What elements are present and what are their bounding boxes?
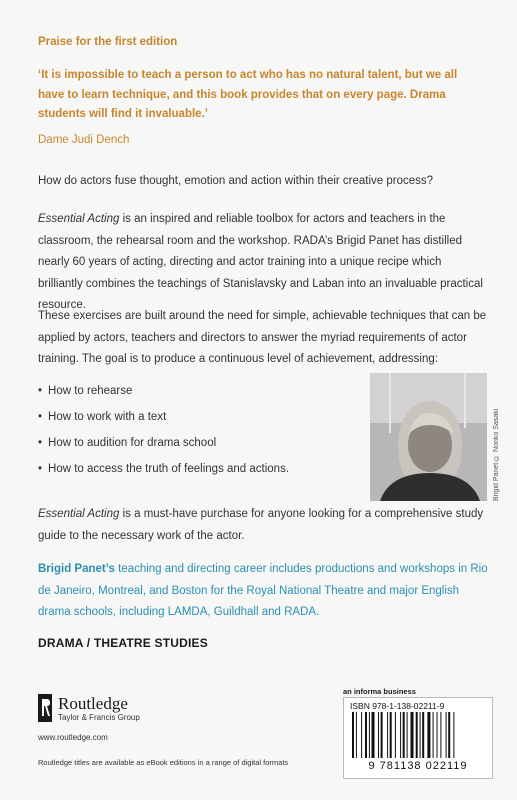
quote-author: Dame Judi Dench: [38, 134, 130, 146]
closing-paragraph: [38, 504, 488, 547]
bullet-item: • How to rehearse: [38, 378, 289, 404]
routledge-logo-icon: [38, 694, 52, 722]
publisher-group: Taylor & Francis Group: [58, 713, 140, 722]
author-bio: [38, 559, 488, 624]
praise-heading: Praise for the first edition: [38, 36, 178, 48]
author-name: Brigid Panet’s: [38, 563, 115, 575]
book-title-italic: Essential Acting: [38, 508, 120, 520]
bullet-item: • How to audition for drama school: [38, 430, 289, 456]
isbn-number: ISBN 978-1-138-02211-9: [350, 701, 445, 711]
bullet-list: [38, 378, 289, 482]
intro-text: is an inspired and reliable toolbox for actors and teachers in the classroom, the rehearsal room and the workshop. RADA’s Brigid Panet has distilled nearly 60 years of acting, directing and actor training into a unique recipe which brilliantly combines the teachings of Stanislavsky and Laban into an invaluable practical resource.: [38, 213, 483, 311]
publisher-website: www.routledge.com: [38, 733, 108, 742]
author-photo-illustration: [370, 373, 487, 501]
routledge-mark-svg: [38, 694, 52, 722]
isbn-barcode-box: [343, 697, 493, 779]
subject-category: DRAMA / THEATRE STUDIES: [38, 636, 208, 650]
informa-business: an informa business: [343, 687, 416, 696]
bio-text: teaching and directing career includes productions and workshops in Rio de Janeiro, Montreal, and Boston for the Royal National Theatre and major English drama schools, including LAMDA, Guildhall and RADA.: [38, 563, 488, 618]
closing-text: is a must-have purchase for anyone looking for a comprehensive study guide to the necessary work of the actor.: [38, 508, 484, 542]
bullet-item: • How to access the truth of feelings and actions.: [38, 456, 289, 482]
book-title-italic: Essential Acting: [38, 213, 120, 225]
exercises-paragraph: These exercises are built around the need for simple, achievable techniques that can be applied by actors, teachers and directors to answer the myriad requirements of actor training. The goal is to produce a continuous level of achievement, addressing:: [38, 310, 487, 365]
author-photo: [370, 373, 487, 501]
barcode-digits: 9 781138 022119: [368, 760, 468, 772]
photo-credit: Brigid Panet © Noriko Sasaki: [493, 408, 500, 501]
lead-question: How do actors fuse thought, emotion and action within their creative process?: [38, 175, 434, 187]
publisher-name: Routledge: [58, 694, 128, 713]
bullet-item: • How to work with a text: [38, 404, 289, 430]
praise-quote: ‘It is impossible to teach a person to act who has no natural talent, but we all have to learn technique, and this book provides that on every page. Drama students will find it invaluable.’: [38, 69, 458, 120]
intro-paragraph: [38, 209, 488, 317]
barcode-icon: [350, 712, 486, 758]
ebook-note: Routledge titles are available as eBook editions in a range of digital formats: [38, 758, 289, 767]
